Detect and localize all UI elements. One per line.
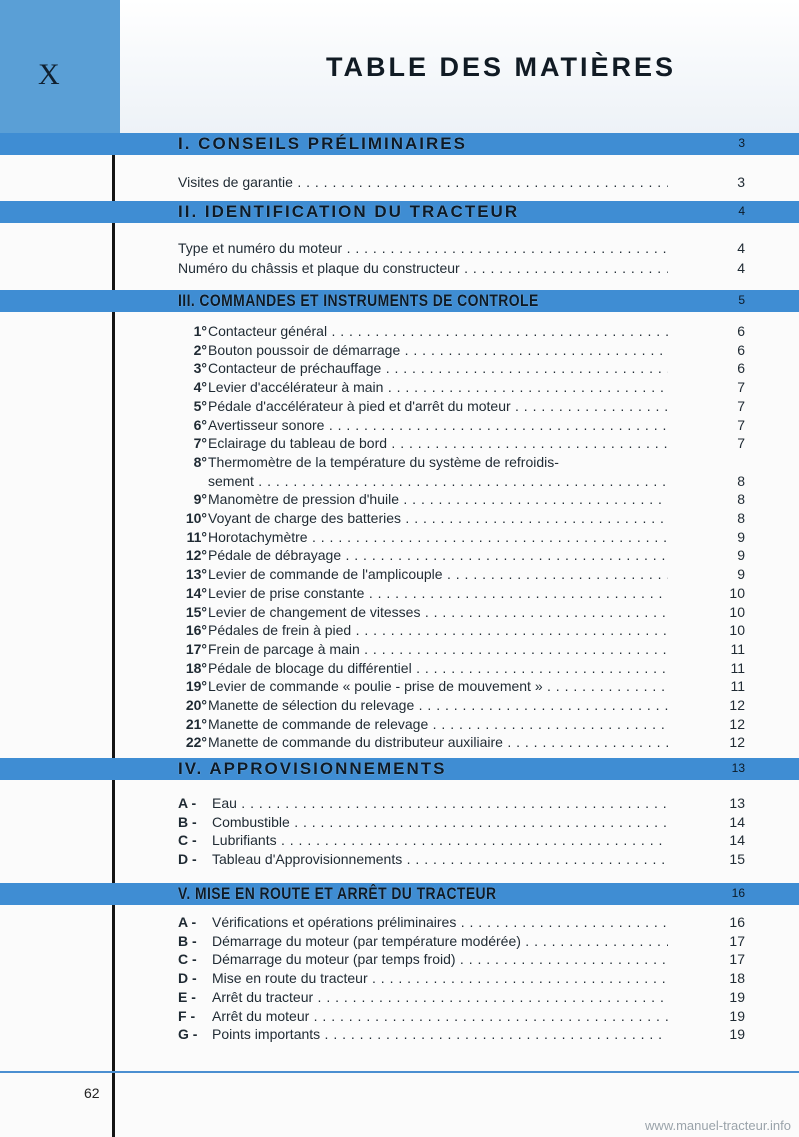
- entry-letter: B -: [178, 932, 197, 949]
- entry-letter: A -: [178, 914, 197, 930]
- entry-text: Contacteur général . . .: [208, 322, 668, 340]
- entry-text: Lubrifiants . . .: [212, 831, 668, 849]
- section-page: 16: [731, 886, 745, 900]
- section-header: [0, 133, 799, 155]
- entry-page: 16: [729, 914, 745, 930]
- entry-number: 10°: [185, 510, 207, 526]
- toc-entry: [0, 509, 799, 527]
- entry-text: Pédale d'accélérateur à pied et d'arrêt du moteur . . .: [208, 397, 668, 415]
- entry-number: 15°: [185, 603, 207, 620]
- entry-page: 9: [737, 528, 745, 545]
- toc-entry: [0, 794, 799, 812]
- toc-entry: [0, 397, 799, 415]
- section-title: III. COMMANDES ET INSTRUMENTS DE CONTROLE: [178, 291, 539, 310]
- entry-page: 19: [729, 1026, 745, 1043]
- entry-text: Eau . . .: [212, 794, 668, 812]
- entry-page: 8: [737, 510, 745, 526]
- toc-entry: [0, 378, 799, 396]
- entry-page: 9: [737, 566, 745, 583]
- chapter-letter: X: [38, 58, 60, 91]
- entry-letter: B -: [178, 813, 197, 830]
- toc-entry: [0, 546, 799, 564]
- toc-entry: [0, 416, 799, 434]
- entry-text-continuation: sement . . .: [208, 472, 668, 490]
- entry-number: 18°: [185, 659, 207, 676]
- entry-number: 22°: [185, 734, 207, 751]
- section-page: 3: [738, 136, 745, 150]
- entry-number: 3°: [193, 360, 207, 377]
- toc-entry: [0, 1007, 799, 1025]
- entry-page: 4: [737, 260, 745, 276]
- entry-letter: A -: [178, 795, 197, 811]
- entry-text: Thermomètre de la température du système de refroidis-: [208, 453, 559, 470]
- entry-text: Frein de parcage à main . . .: [208, 640, 668, 658]
- section-page: 13: [731, 761, 745, 775]
- toc-entry: [0, 640, 799, 658]
- entry-text: Levier de commande de l'amplicouple . . .: [208, 565, 668, 583]
- entry-text: Arrêt du moteur . . .: [212, 1007, 668, 1025]
- entry-number: 6°: [193, 416, 207, 433]
- section-header: [0, 290, 799, 312]
- toc-entry: [0, 733, 799, 751]
- toc-entry: [0, 322, 799, 340]
- entry-letter: D -: [178, 851, 197, 868]
- entry-number: 19°: [185, 678, 207, 695]
- toc-entry: [0, 850, 799, 868]
- toc-entry: [0, 359, 799, 377]
- toc-entry: [0, 584, 799, 602]
- toc-entry: [0, 173, 799, 191]
- entry-page: 13: [729, 795, 745, 811]
- entry-page: 12: [729, 734, 745, 751]
- entry-page: 17: [729, 951, 745, 968]
- entry-text: Pédale de blocage du différentiel . . .: [208, 659, 668, 677]
- entry-page: 17: [729, 932, 745, 949]
- entry-page: 10: [729, 622, 745, 639]
- footer-rule: [0, 1071, 799, 1073]
- entry-page: 12: [729, 715, 745, 732]
- entry-number: 9°: [193, 491, 207, 508]
- entry-number: 4°: [193, 379, 207, 396]
- page-title: TABLE DES MATIÈRES: [325, 52, 676, 82]
- entry-page: 9: [737, 547, 745, 564]
- page-number: 62: [84, 1085, 100, 1101]
- entry-number: 12°: [185, 547, 207, 564]
- entry-text: Pédales de frein à pied . . .: [208, 621, 668, 639]
- entry-letter: C -: [178, 832, 197, 849]
- toc-entry: [0, 831, 799, 849]
- section-page: 5: [738, 293, 745, 307]
- entry-text: Manette de commande de relevage . . .: [208, 715, 668, 733]
- entry-letter: C -: [178, 951, 197, 968]
- entry-page: 7: [737, 397, 745, 414]
- entry-page: 14: [729, 813, 745, 830]
- entry-number: 21°: [185, 715, 207, 732]
- entry-page: 10: [729, 603, 745, 620]
- toc-entry: [0, 988, 799, 1006]
- entry-text: Levier de commande « poulie - prise de mouvement » . . .: [208, 677, 668, 695]
- entry-text: Combustible . . .: [212, 813, 668, 831]
- entry-page: 3: [737, 174, 745, 190]
- entry-text: Levier de changement de vitesses . . .: [208, 603, 668, 621]
- entry-number: 7°: [193, 435, 207, 452]
- entry-number: 16°: [185, 622, 207, 639]
- entry-number: 2°: [193, 341, 207, 358]
- toc-entry: [0, 696, 799, 714]
- entry-page: 7: [737, 435, 745, 452]
- entry-page: 6: [737, 360, 745, 377]
- entry-letter: F -: [178, 1007, 196, 1024]
- entry-text: Démarrage du moteur (par température modérée) . . .: [212, 932, 668, 950]
- watermark: www.manuel-tracteur.info: [645, 1118, 791, 1133]
- entry-number: 8°: [193, 453, 207, 470]
- toc-entry: [0, 950, 799, 968]
- entry-page: 12: [729, 697, 745, 713]
- section-title: IV. APPROVISIONNEMENTS: [178, 759, 447, 778]
- toc-entry: [0, 677, 799, 695]
- toc-entry: [0, 969, 799, 987]
- entry-text: Contacteur de préchauffage . . .: [208, 359, 668, 377]
- entry-page: 6: [737, 341, 745, 358]
- entry-letter: D -: [178, 970, 197, 987]
- toc-entry: [0, 715, 799, 733]
- section-title: II. IDENTIFICATION DU TRACTEUR: [178, 202, 520, 221]
- toc-entry: [0, 434, 799, 452]
- entry-text: Arrêt du tracteur . . .: [212, 988, 668, 1006]
- entry-text: Avertisseur sonore . . .: [208, 416, 668, 434]
- entry-page: 7: [737, 379, 745, 396]
- section-title: I. CONSEILS PRÉLIMINAIRES: [178, 134, 467, 153]
- toc-entry: [0, 453, 799, 471]
- entry-number: 1°: [193, 323, 207, 339]
- entry-page: 7: [737, 416, 745, 433]
- entry-number: 5°: [193, 397, 207, 414]
- entry-page: 18: [729, 970, 745, 987]
- toc-entry: [0, 565, 799, 583]
- entry-number: 17°: [185, 640, 207, 657]
- entry-letter: E -: [178, 988, 196, 1005]
- toc-entry: [0, 1025, 799, 1043]
- toc-entry-continuation: [0, 472, 799, 490]
- toc-entry: [0, 528, 799, 546]
- toc-entry: [0, 621, 799, 639]
- entry-text: Manette de commande du distributeur auxiliaire . . .: [208, 733, 668, 751]
- section-header: [0, 201, 799, 223]
- toc-entry: [0, 341, 799, 359]
- entry-text: Bouton poussoir de démarrage . . .: [208, 341, 668, 359]
- entry-text: Points importants . . .: [212, 1025, 668, 1043]
- entry-text: Voyant de charge des batteries . . .: [208, 509, 668, 527]
- entry-text: Type et numéro du moteur . . .: [178, 239, 668, 257]
- entry-text: Numéro du châssis et plaque du constructeur . . .: [178, 259, 668, 277]
- toc-entry: [0, 913, 799, 931]
- entry-text: Tableau d'Approvisionnements . . .: [212, 850, 668, 868]
- toc-entry: [0, 490, 799, 508]
- toc-entry: [0, 932, 799, 950]
- toc-entry: [0, 239, 799, 257]
- entry-page: 8: [737, 491, 745, 508]
- entry-text: Manomètre de pression d'huile . . .: [208, 490, 668, 508]
- entry-number: 20°: [185, 697, 207, 713]
- entry-letter: G -: [178, 1026, 198, 1043]
- entry-page: 11: [730, 640, 745, 657]
- entry-text: Eclairage du tableau de bord . . .: [208, 434, 668, 452]
- section-header: [0, 758, 799, 780]
- entry-text: Mise en route du tracteur . . .: [212, 969, 668, 987]
- entry-text: Pédale de débrayage . . .: [208, 546, 668, 564]
- entry-number: 11°: [186, 528, 207, 545]
- section-header: [0, 883, 799, 905]
- entry-text: Manette de sélection du relevage . . .: [208, 696, 668, 714]
- entry-page: 6: [737, 323, 745, 339]
- section-title: V. MISE EN ROUTE ET ARRÊT DU TRACTEUR: [178, 884, 497, 903]
- entry-page: 8: [737, 472, 745, 489]
- entry-page: 11: [730, 659, 745, 676]
- entry-page: 15: [729, 851, 745, 868]
- toc-entry: [0, 603, 799, 621]
- entry-page: 10: [729, 584, 745, 601]
- section-page: 4: [738, 204, 745, 218]
- chapter-tab: [0, 0, 120, 133]
- entry-page: 14: [729, 832, 745, 849]
- entry-text: Démarrage du moteur (par temps froid) . . .: [212, 950, 668, 968]
- entry-page: 4: [737, 240, 745, 256]
- entry-page: 19: [729, 988, 745, 1005]
- entry-text: Levier de prise constante . . .: [208, 584, 668, 602]
- entry-page: 19: [729, 1007, 745, 1024]
- toc-entry: [0, 259, 799, 277]
- entry-text: Visites de garantie . . .: [178, 173, 668, 191]
- entry-text: Levier d'accélérateur à main . . .: [208, 378, 668, 396]
- entry-text: Horotachymètre . . .: [208, 528, 668, 546]
- entry-number: 14°: [185, 584, 207, 601]
- toc-entry: [0, 659, 799, 677]
- toc-entry: [0, 813, 799, 831]
- entry-text: Vérifications et opérations préliminaires . . .: [212, 913, 668, 931]
- entry-number: 13°: [185, 566, 207, 583]
- entry-page: 11: [730, 678, 745, 695]
